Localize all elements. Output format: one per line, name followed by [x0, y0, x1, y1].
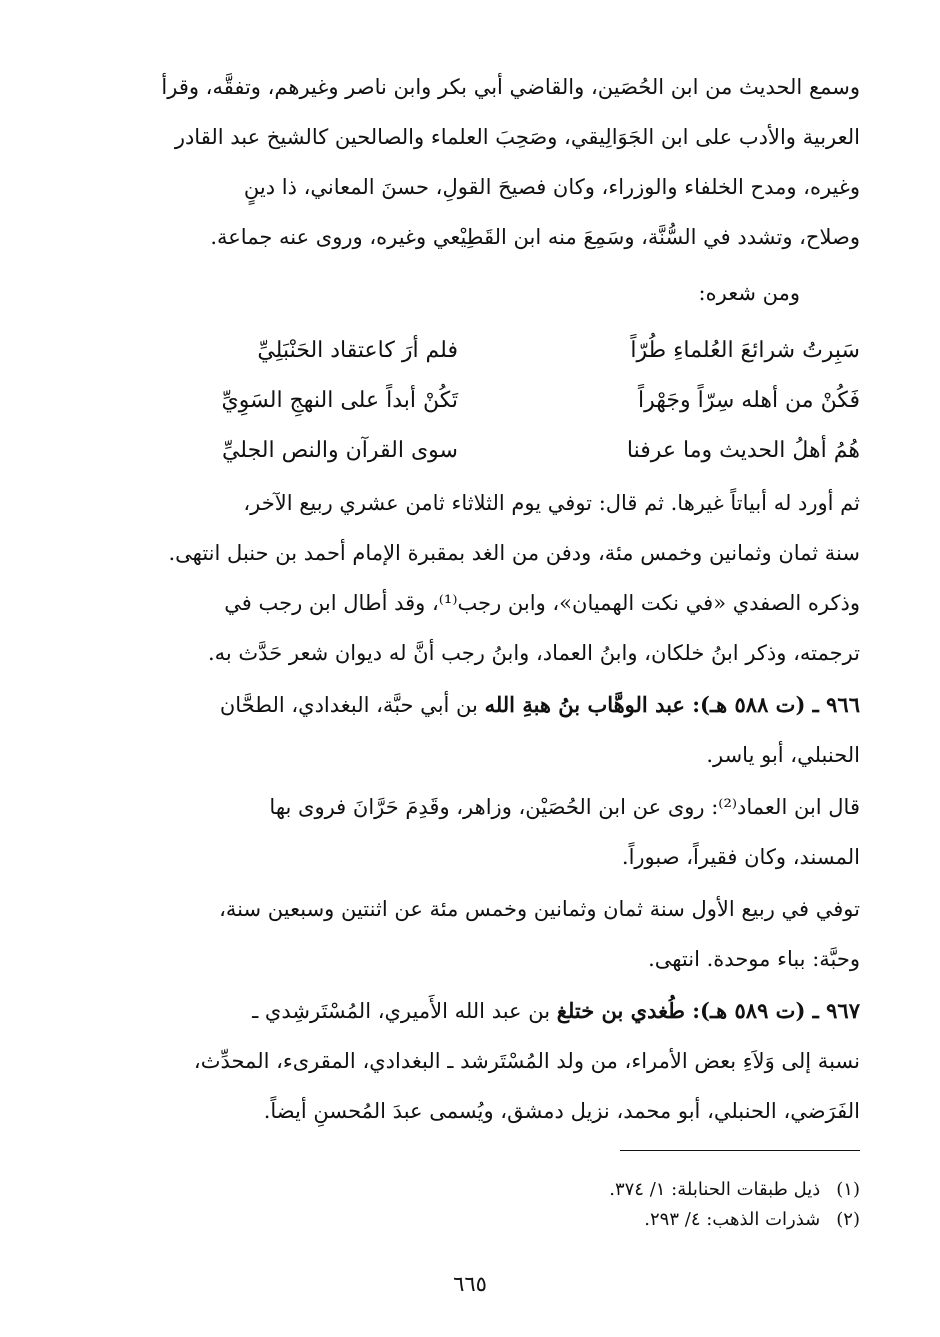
paragraph-death-966	[108, 884, 860, 984]
entry-heading: ٩٦٧ ـ (ت ٥٨٩ هـ): طُغدي بن ختلغ	[556, 998, 860, 1023]
text-line: سنة ثمان وثمانين وخمس مئة، ودفن من الغد بمقبرة الإمام أحمد بن حنبل انتهى.	[168, 541, 860, 565]
text-line: وسمع الحديث من ابن الحُصَين، والقاضي أبي بكر وابن ناصر وغيرهم، وتفقَّه، وقرأ	[161, 75, 860, 99]
hemistich-second: فلم أرَ كاعتقاد الحَنْبَلِيِّ	[257, 338, 458, 363]
text-line: قال ابن العماد⁽²⁾: روى عن ابن الحُصَيْن، وزاهر، وقَدِمَ حَرَّانَ فروى بها	[269, 795, 860, 819]
text-line: توفي في ربيع الأول سنة ثمان وثمانين وخمس مئة عن اثنتين وسبعين سنة،	[219, 897, 860, 921]
poem	[108, 326, 860, 476]
hemistich-first: فَكُنْ من أهله سِرّاً وجَهْراً	[637, 388, 860, 413]
text-line: المسند، وكان فقيراً، صبوراً.	[621, 845, 860, 869]
hemistich-second: تَكُنْ أبداً على النهجِ السَوِيِّ	[221, 388, 458, 413]
text-line: نسبة إلى وَلاَءِ بعض الأمراء، من ولد المُسْتَرشد ـ البغدادي، المقرىء، المحدِّث،	[193, 1049, 860, 1073]
hemistich-first: سَبِرتُ شرائعَ العُلماءِ طُرّاً	[630, 338, 860, 363]
footnote-number: (٢)	[836, 1209, 860, 1230]
entry-heading: ٩٦٦ ـ (ت ٥٨٨ هـ): عبد الوهَّاب بنُ هبةِ الله	[484, 692, 860, 717]
footnote	[400, 1175, 860, 1205]
hemistich-first: هُمُ أهلُ الحديث وما عرفنا	[626, 438, 860, 463]
footnote-text: شذرات الذهب: ٤/ ٢٩٣.	[644, 1209, 821, 1230]
text-line: الفَرَضي، الحنبلي، أبو محمد، نزيل دمشق، ويُسمى عبدَ المُحسنِ أيضاً.	[263, 1099, 860, 1123]
paragraph-biography	[108, 62, 860, 262]
entry-967	[108, 986, 860, 1136]
text-line: العربية والأدب على ابن الجَوَالِيقي، وصَحِبَ العلماء والصالحين كالشيخ عبد القادر	[174, 125, 860, 149]
footnote-number: (١)	[836, 1179, 860, 1200]
paragraph-ibn-imad	[108, 782, 860, 882]
paragraph-sources	[108, 578, 860, 678]
entry-heading-line: ٩٦٦ ـ (ت ٥٨٨ هـ): عبد الوهَّاب بنُ هبةِ الله بن أبي حبَّة، البغدادي، الطحَّان	[219, 692, 860, 717]
poem-verse	[108, 376, 860, 426]
text-line: وغيره، ومدح الخلفاء والوزراء، وكان فصيحَ القولِ، حسنَ المعاني، ذا دينٍ	[243, 175, 860, 199]
text-line: وصلاح، وتشدد في السُّنَّة، وسَمِعَ منه ابن القَطِيْعي وغيره، وروى عنه جماعة.	[210, 225, 860, 249]
hemistich-second: سوى القرآن والنص الجليِّ	[221, 438, 458, 463]
poem-verse	[108, 326, 860, 376]
paragraph-death	[108, 478, 860, 578]
text-line: ثم أورد له أبياتاً غيرها. ثم قال: توفي يوم الثلاثاء ثامن عشري ربيع الآخر،	[243, 491, 860, 515]
text-line: الحنبلي، أبو ياسر.	[706, 743, 860, 767]
text-line: وحبَّة: بباء موحدة. انتهى.	[648, 947, 860, 971]
text-line: ترجمته، وذكر ابنُ خلكان، وابنُ العماد، وابنُ رجب أنَّ له ديوان شعر حَدَّث به.	[207, 641, 860, 665]
text-line: وذكره الصفدي «في نكت الهميان»، وابن رجب⁽¹⁾، وقد أطال ابن رجب في	[224, 591, 860, 615]
page-number: ٦٦٥	[453, 1272, 487, 1296]
poem-intro: ومن شعره:	[698, 281, 800, 305]
footnote-divider	[620, 1150, 860, 1151]
entry-heading-line: ٩٦٧ ـ (ت ٥٨٩ هـ): طُغدي بن ختلغ بن عبد الله الأَميري، المُسْتَرشِدي ـ	[252, 998, 860, 1023]
footnote-text: ذيل طبقات الحنابلة: ١/ ٣٧٤.	[609, 1179, 821, 1200]
footnote	[400, 1205, 860, 1235]
poem-verse	[108, 426, 860, 476]
entry-966	[108, 680, 860, 780]
footnotes	[400, 1175, 860, 1235]
